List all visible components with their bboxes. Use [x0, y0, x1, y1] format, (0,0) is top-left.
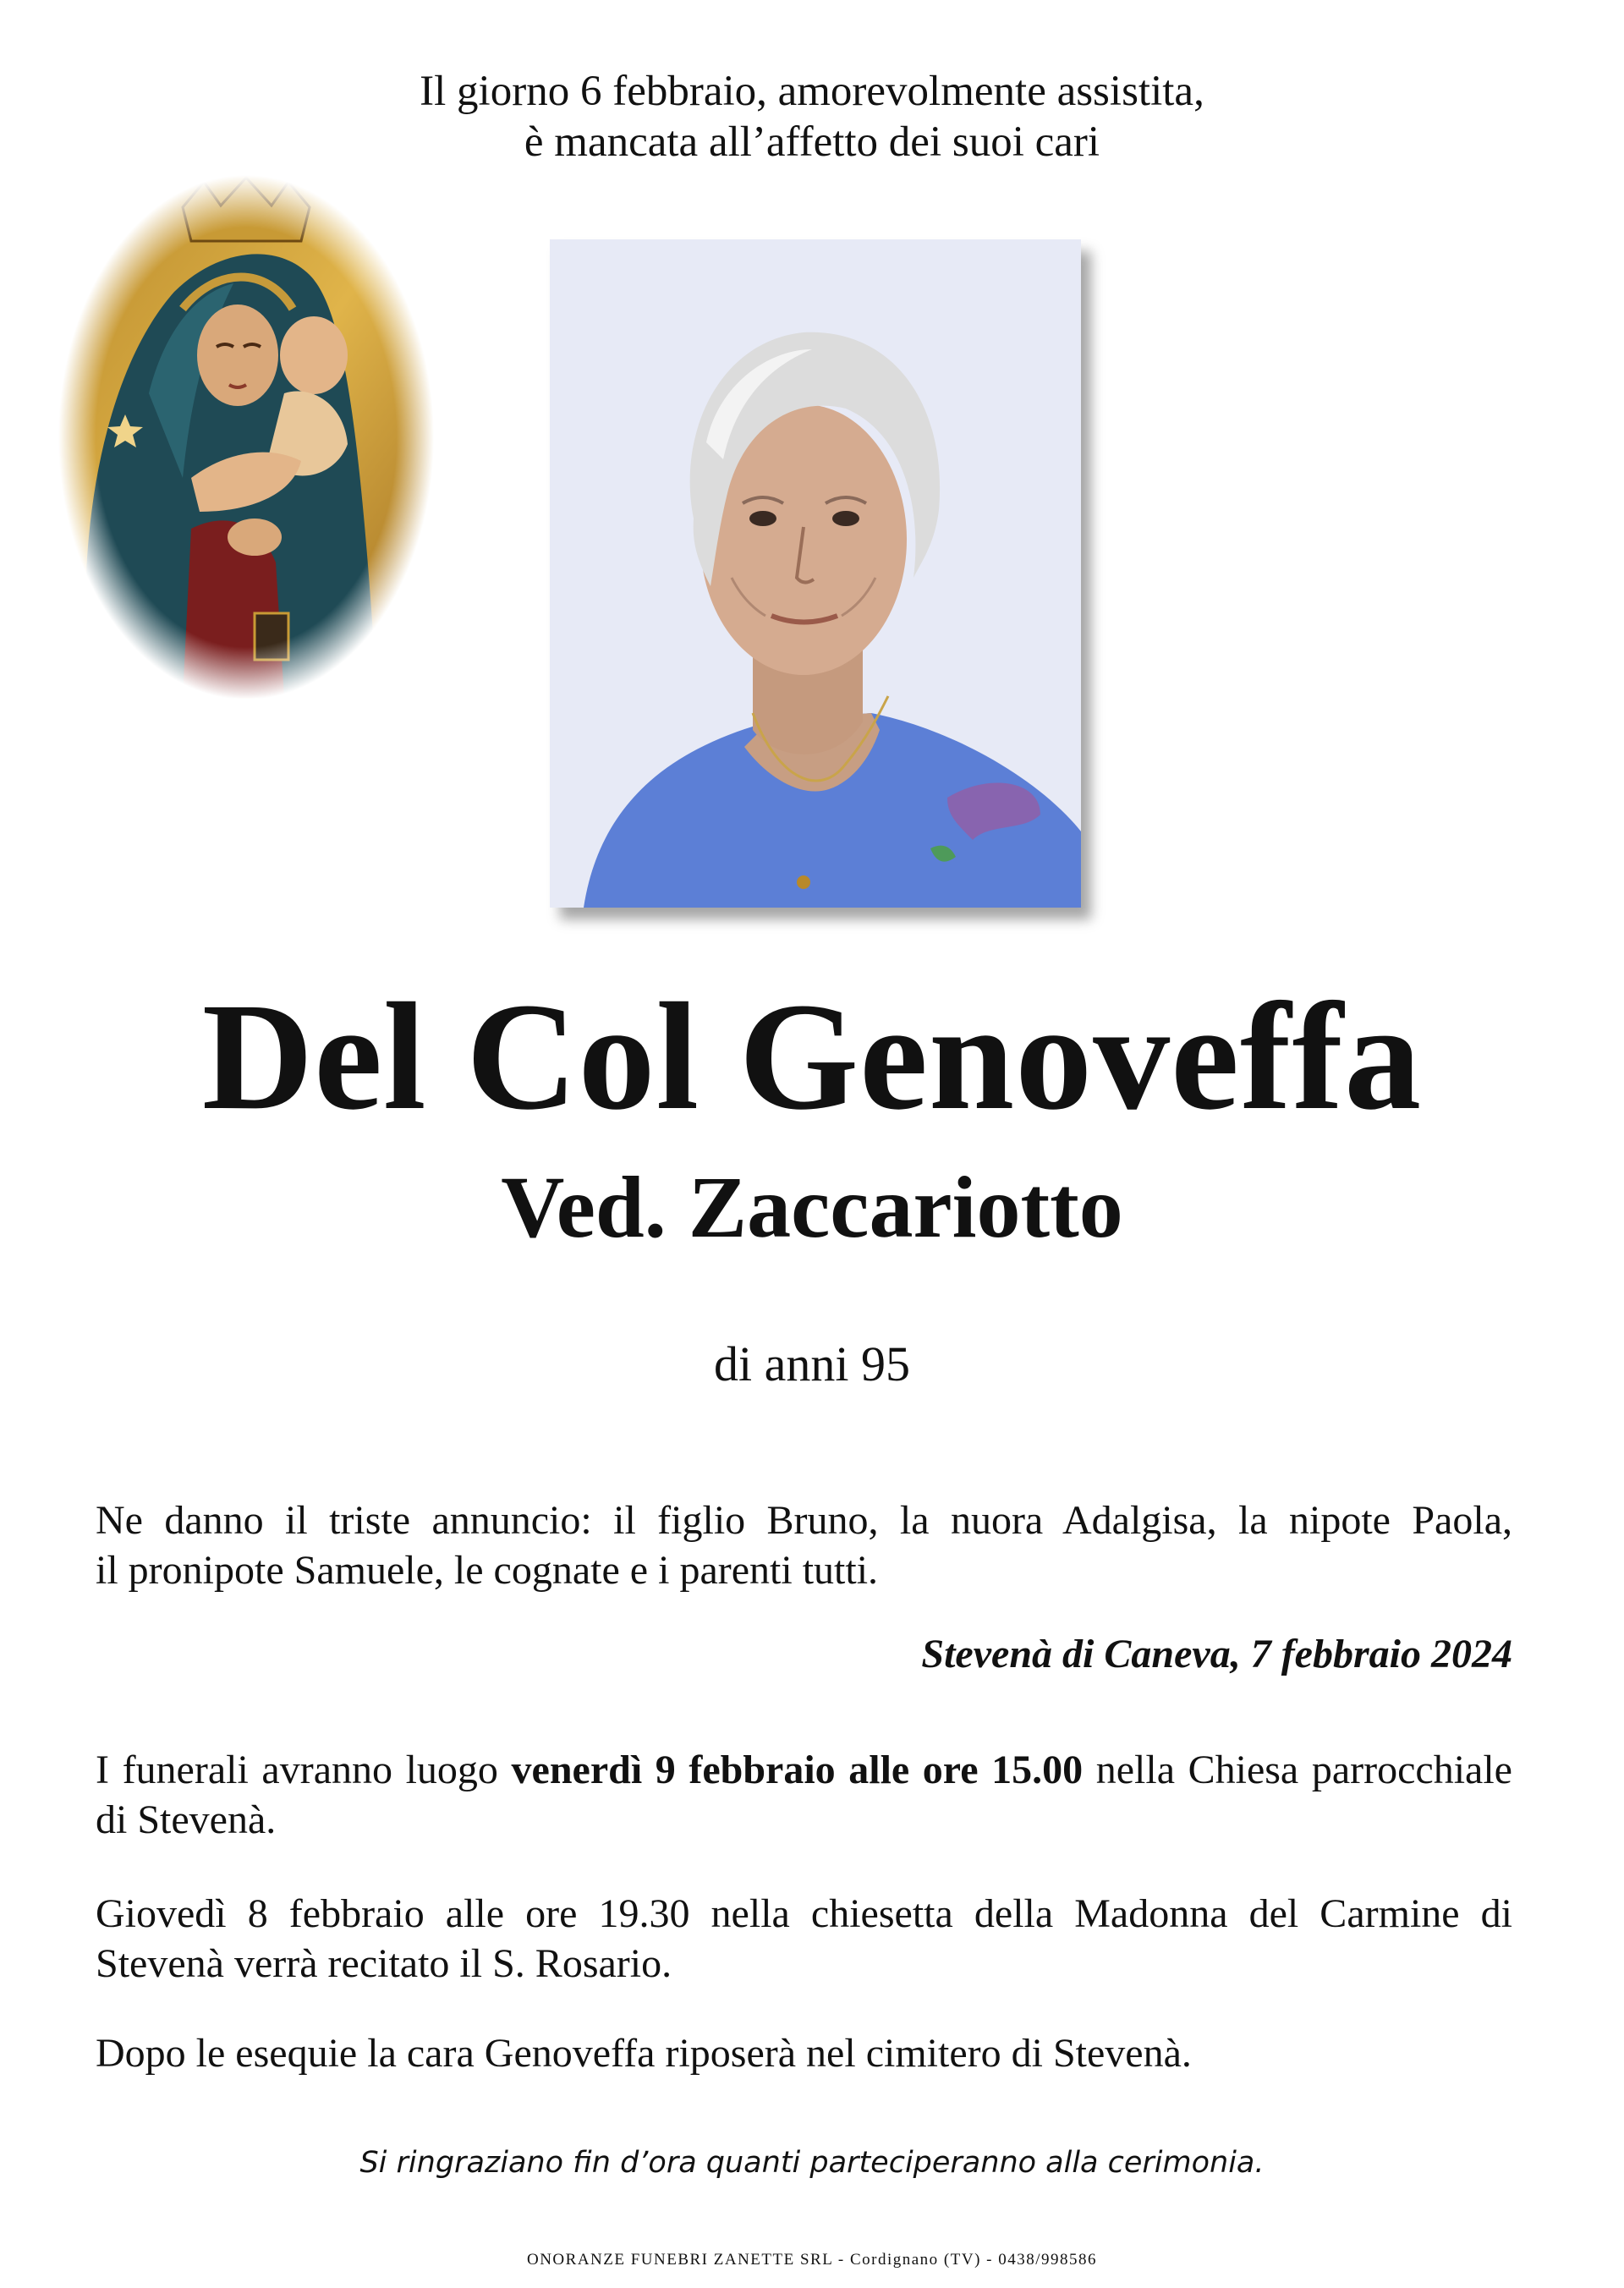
burial-paragraph: Dopo le esequie la cara Genoveffa riposerà nel cimitero di Stevenà.: [96, 2031, 1192, 2076]
madonna-icon-image: [56, 173, 436, 702]
footer-funeral-home: ONORANZE FUNEBRI ZANETTE SRL - Cordignano (TV) - 0438/998586: [526, 2251, 1098, 2269]
thanks-text: Si ringraziano fin d’ora quanti parteciperanno alla cerimonia.: [359, 2146, 1265, 2180]
funeral-text-before: I funerali avranno luogo: [96, 1748, 512, 1792]
funeral-text-after: nella Chiesa parrocchiale di Stevenà.: [96, 1748, 1512, 1842]
announcement-line-1: Ne danno il triste annuncio: il figlio Bruno, la nuora Adalgisa, la nipote Paola,: [96, 1498, 1512, 1543]
intro-line-1: Il giorno 6 febbraio, amorevolmente assistita,: [420, 68, 1204, 115]
funeral-paragraph: [96, 1745, 1512, 1845]
intro-text: [0, 66, 1624, 167]
portrait-photo: [550, 239, 1081, 908]
announcement-text: [96, 1495, 1512, 1595]
rosary-paragraph: Giovedì 8 febbraio alle ore 19.30 nella chiesetta della Madonna del Carmine di Stevenà verrà recitato il S. Rosario.: [96, 1891, 1512, 1986]
funeral-date-time: venerdì 9 febbraio alle ore 15.00: [511, 1748, 1084, 1792]
married-name: Ved. Zaccariotto: [501, 1159, 1123, 1256]
place-date: Stevenà di Caneva, 7 febbraio 2024: [921, 1632, 1512, 1676]
deceased-name: Del Col Genoveffa: [201, 972, 1423, 1142]
intro-line-2: è mancata all’affetto dei suoi cari: [524, 118, 1100, 166]
age-text: di anni 95: [714, 1336, 910, 1391]
announcement-line-2: il pronipote Samuele, le cognate e i parenti tutti.: [96, 1548, 879, 1593]
